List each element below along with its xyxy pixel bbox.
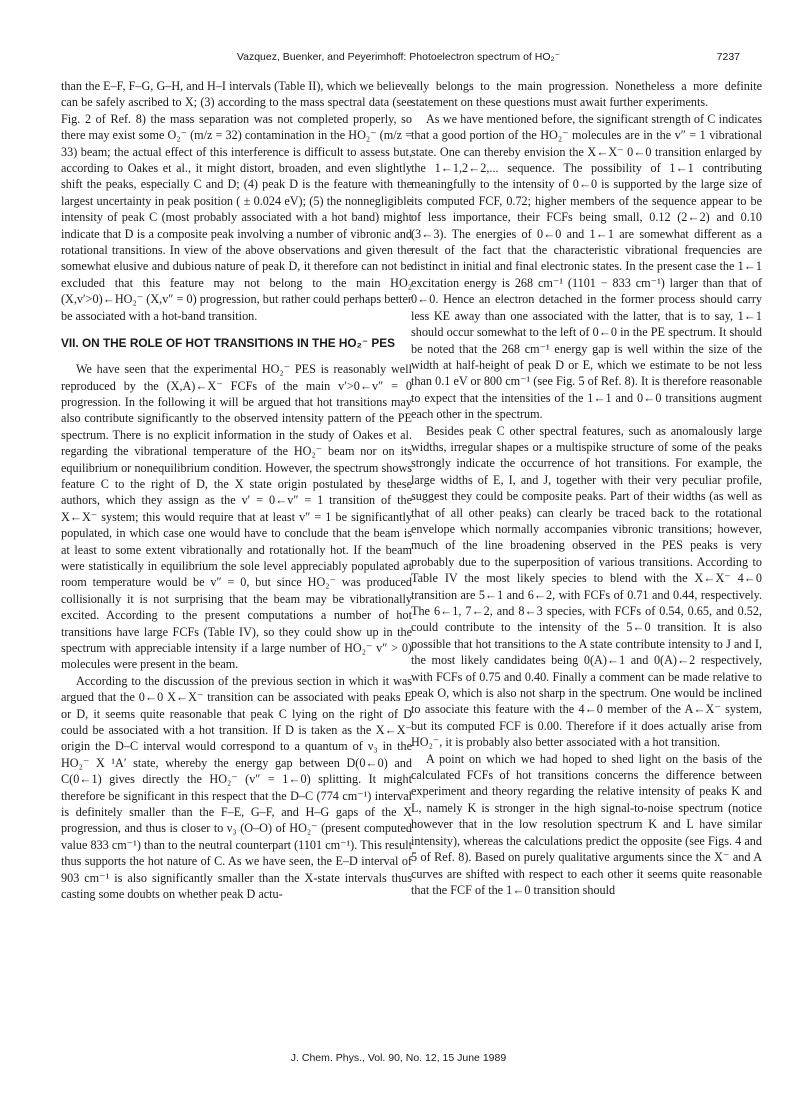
right-paragraph-4: A point on which we had hoped to shed light on the basis of the calculated FCFs of hot transitions concerns the difference between experiment and theory regarding the relative intensity of peaks K and L, namely K is stronger in the high signal-to-noise spectrum (notice however that in the low resolution spectrum K and L have similar intensity), whereas the calculations predict the opposite (see Figs. 4 and 5 of Ref. 8). Based on purely qualitative arguments since the X⁻ and A curves are shifted with respect to each other it seems quite reasonable that the FCF of the 1←0 transition should bbox=[411, 751, 762, 897]
section-heading: VII. ON THE ROLE OF HOT TRANSITIONS IN THE HO₂⁻ PES bbox=[61, 336, 395, 351]
footer-citation: J. Chem. Phys., Vol. 90, No. 12, 15 June 1989 bbox=[290, 1052, 507, 1064]
left-column bbox=[61, 78, 412, 903]
left-paragraph-3: According to the discussion of the previous section in which it was argued that the 0←0 X←X⁻ transition can be associated with peaks E or D, it seems quite reasonable that peak C lying on the right of D could be associated with a hot transition. If D is taken as the X←X⁻ origin the D–C interval would correspond to a quantum of ν₃ in the HO₂⁻ X ¹A′ state, whereby the energy gap between D(0←0) and C(0←1) gives directly the HO₂⁻ (v″ = 1←0) splitting. It might therefore be significant in this respect that the D–C (774 cm⁻¹) interval is definitely smaller than the F–E, G–F, and H–G gaps of the X progression, and thus is closer to ν₃ (O–O) of HO₂⁻ (present computed value 833 cm⁻¹) than to the neutral counterpart (1101 cm⁻¹). This result thus supports the hot nature of C. As we have seen, the E–D interval of 903 cm⁻¹ is also significantly smaller than the X-state intervals thus casting some doubts on whether peak D actu- bbox=[61, 673, 412, 902]
right-paragraph-3: Besides peak C other spectral features, such as anomalously large widths, irregular shapes or a multispike structure of some of the peaks strongly indicate the occurrence of hot transitions. For example, the large widths of E, I, and J, together with their very peculiar profile, suggest they could be composite peaks. Part of their widths (as well as that of all other peaks) can clearly be traced back to the rotational envelope which normally accompanies vibronic transitions; however, much of the line broadening observed in the PES peaks is very probably due to the superposition of various transitions. According to Table IV the most likely species to blend with the X←X⁻ 4←0 transition are 5←1 and 6←2, with FCFs of 0.71 and 0.44, respectively. The 6←1, 7←2, and 8←3 species, with FCFs of 0.54, 0.65, and 0.52, could contribute to the intensity of the 5←0 transition. It is also possible that hot transitions to the A state contribute intensity to J and I, the most likely candidates being 0(A)←1 and 0(A)←2 respectively, with FCFs of 0.75 and 0.40. Finally a comment can be made relative to peak O, which is also not sharp in the spectrum. One would be inclined to associate this feature with the 4←0 member of the A←X⁻ system, but its computed FCF is 0.00. Therefore if it does actually arise from HO₂⁻, it is probably also better associated with a hot transition. bbox=[411, 423, 762, 750]
running-header bbox=[0, 51, 797, 67]
right-column bbox=[411, 78, 762, 898]
left-paragraph-2: We have seen that the experimental HO₂⁻ PES is reasonably well reproduced by the (X,A)←X⁻ FCFs of the main v′>0←v″ = 0 progression. In the following it will be argued that hot transitions may also contribute significantly to the observed intensity pattern of the PE spectrum. There is no explicit information in the study of Oakes et al. regarding the vibrational temperature of the HO₂⁻ beam nor on its equilibrium or nonequilibrium condition. However, the spectrum shows feature C to the right of D, the X state origin postulated by these authors, which they assign as the v′ = 0←v″ = 1 transition of the X←X⁻ system; this would require that at least v″ = 1 be significantly populated, in which case one would have to conclude that the beam is at least to some extent vibrationally and rotationally hot. If the beam were statistically in equilibrium the sole level appreciably populated at room temperature would be v″ = 0, but since HO₂⁻ was produced collisionally it is not surprising that the beam may be vibrationally excited. According to the present computations a number of hot transitions have large FCFs (Table IV), so they could show up in the spectrum with appreciable intensity if a large number of HO₂⁻ v″ > 0) molecules were present in the beam. bbox=[61, 362, 412, 672]
right-paragraph-1: ally belongs to the main progression. Nonetheless a more definite statement on these questions must await further experiments. bbox=[411, 79, 762, 110]
running-title: Vazquez, Buenker, and Peyerimhoff: Photoelectron spectrum of HO₂⁻ bbox=[236, 51, 561, 63]
page-number: 7237 bbox=[716, 51, 740, 63]
left-paragraph-1: than the E–F, F–G, G–H, and H–I intervals (Table II), which we believe can be safely ascribed to X; (3) according to the mass spectral data (see Fig. 2 of Ref. 8) the mass separation was not completed properly, so there may exist some O₂⁻ (m/z = 32) contamination in the HO₂⁻ (m/z = 33) beam; the actual effect of this interference is difficult to assess but, according to Oakes et al., it might distort, broaden, and even slightly shift the peaks, especially C and D; (4) peak D is the feature with the largest uncertainty in peak position ( ± 0.024 eV); (5) the nonnegligible intensity of peak C (most probably associated with a hot band) might indicate that D is a composite peak involving a number of vibronic and rotational transitions. In view of the above observations and given the somewhat elusive and dubious nature of peak D, it therefore can not be excluded that this feature may not belong to the main HO₂ (X,v′>0)←HO₂⁻ (X,v″ = 0) progression, but rather could perhaps better be associated with a hot-band transition. bbox=[61, 79, 412, 323]
right-paragraph-2: As we have mentioned before, the significant strength of C indicates that a good portion of the HO₂⁻ molecules are in the v″ = 1 vibrational state. One can thereby envision the X←X⁻ 0←0 transition enlarged by the 1←1,2←2,... sequence. The possibility of 1←1 contributing meaningfully to the intensity of 0←0 is supported by the large size of its computed FCF, 0.72; higher members of the sequence appear to be of less importance, their FCFs being small, 0.12 (2←2) and 0.10 (3←3). The energies of 0←0 and 1←1 are somewhat different as a result of the fact that the characteristic vibrational frequencies are distinct in initial and final electronic states. In the present case the 1←1 excitation energy is 268 cm⁻¹ (1101 − 833 cm⁻¹) larger than that of 0←0. Hence an electron detached in the former process should carry less KE away than one associated with the latter, that is to say, 1←1 should occur somewhat to the left of 0←0 in the PE spectrum. It should be noted that the 268 cm⁻¹ energy gap is well within the size of the width at half-height of peak D or E, which we estimate to be not less than 0.1 eV or 800 cm⁻¹ (see Fig. 5 of Ref. 8). It is therefore reasonable to expect that the intensities of the 1←1 and 0←0 transitions augment each other in the spectrum. bbox=[411, 111, 762, 422]
